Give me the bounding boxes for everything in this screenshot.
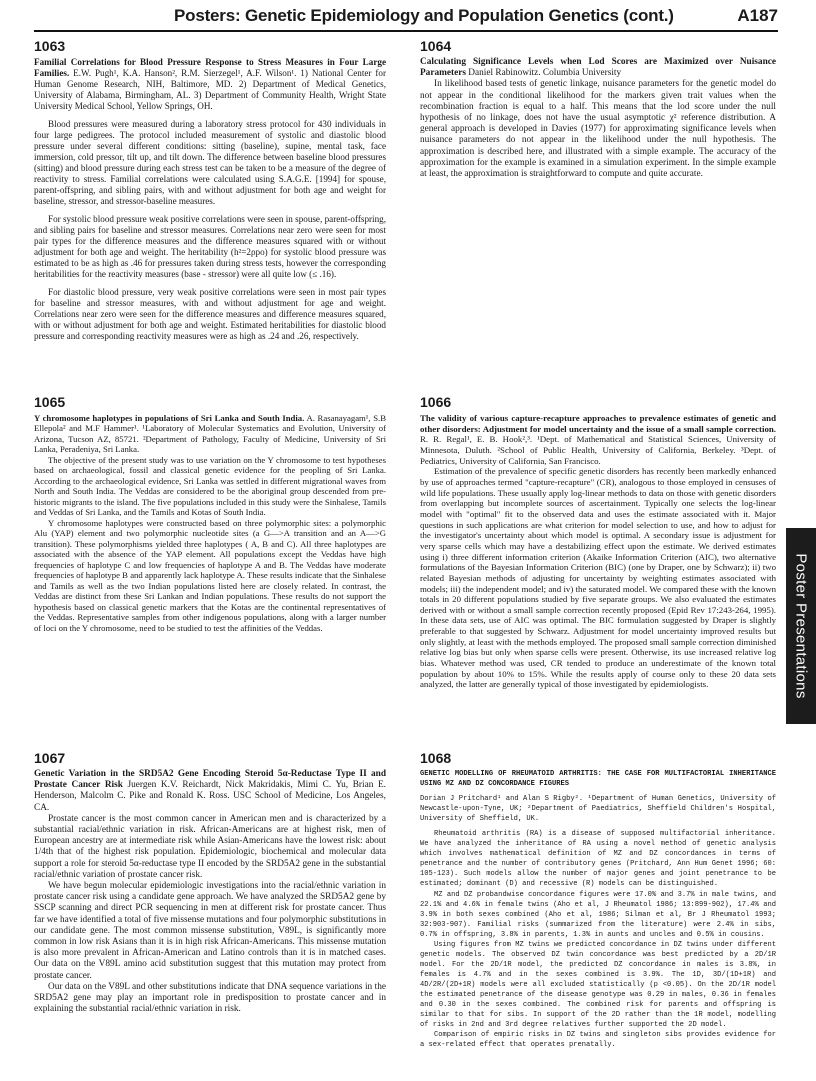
abstract-number: 1064 [420,38,452,54]
abstract-title: GENETIC MODELLING OF RHEUMATOID ARTHRITIS: THE CASE FOR MULTIFACTORIAL INHERITANCE USING MZ AND DZ CONCORDANCE FIGURES [420,770,776,789]
abstract-number: 1066 [420,394,452,410]
abstract-number: 1065 [34,394,66,410]
abstract-number: 1067 [34,750,66,766]
abstract-authors: R. R. Regal¹, E. B. Hook²,³. ¹Dept. of Mathematical and Statistical Sciences, University of Minnesota, Duluth. ²School of Public Health, University of California, Berkeley. ³Dept. of Pediatrics, University of California, San Francisco. [420,434,776,466]
side-tab-label: Poster Presentations [792,553,810,699]
abstract-title: Genetic Variation in the SRD5A2 Gene Encoding Steroid 5α-Reductase Type II and Prostate Cancer Risk [34,769,386,791]
section-title: Posters: Genetic Epidemiology and Population Genetics (cont.) [174,6,674,25]
abstract-paragraph: For systolic blood pressure weak positive correlations were seen in spouse, parent-offspring, and sibling pairs for baseline and stressor measures. Correlations near zero were seen for most pair types for the difference measures and the difference measures squared with or without adjustment for both age and weight. The heritability (h²=2ρpo) for systolic blood pressure was estimated to be as high as .46 for pressures taken during stress tests, however the corresponding heritabilities for the reactivity measures (base - stressor) were all quite low (≤ .16). [34,214,386,280]
abstract-paragraph: Rheumatoid arthritis (RA) is a disease of supposed multifactorial inheritance. We have analyzed the inheritance of RA using a novel method of genetic analysis which involves mathematical definition of MZ and DZ concordances in terms of penetrance and the number of contributory genes (Pritchard, Ann Hum Genet 1996; 60: 105-123). Such models allow the number of major genes and joint penetrance to be estimated; dominant (D) and recessive (R) models can be distinguished. [420,830,776,889]
abstract-authors: Juergen K.V. Reichardt, Nick Makridakis, Mimi C. Yu, Brian E. Henderson, Malcolm C. Pike and Ronald K. Ross. USC School of Medicine, Los Angeles, CA. [34,780,386,813]
section-side-tab [786,528,816,724]
abstract-paragraph: Prostate cancer is the most common cancer in American men and is characterized by a substantial racial/ethnic variation in risk. African-Americans are at highest risk, men of European ancestry are at intermediate risk while Asian-Americans have the lowest risk: about 1/4th that of the highest risk population. Epidemiologic, biochemical and molecular data support a role for steroid 5α-reductase type II encoded by the SRD5A2 gene in the substantial racial/ethnic variation of prostate cancer risk. [34,813,386,880]
abstract-paragraph: Comparison of empiric risks in DZ twins and singleton sibs provides evidence for a sex-related effect that operates prenatally. [420,1031,776,1050]
abstract-title: The validity of various capture-recapture approaches to prevalence estimates of genetic and other disorders: Adjustment for model uncertainty and the issue of a small sample correction. [420,413,776,434]
abstract-paragraph: In likelihood based tests of genetic linkage, nuisance parameters for the genetic model do not appear in the conditional likelihood for the markers given trait values when the recombination fraction is equal to a half. This means that the lod score under the null hypothesis of no linkage, does not have the usual asymptotic χ² reference distribution. A general approach is developed in Davies (1977) for approximating significance levels when nuisance parameters do not appear in the likelihood under the null hypothesis. The approximation is described here, and illustrated with a simple example. The accuracy of the approximation for the example is examined in a simulation experiment. In the simple example at least, the approximation is straightforward to compute and quite accurate. [420,79,776,180]
abstract-authors: A. Rasanayagam¹, S.B Ellepola² and M.F Hammer¹. ¹Laboratory of Molecular Systematics and Evolution, University of Arizona, Tucson AZ, 85721. ²Department of Pathology, Faculty of Medicine, University of Sri Lanka, Peradeniya, Sri Lanka. [34,413,386,455]
page-header [34,6,778,32]
abstract-paragraph: Estimation of the prevalence of specific genetic disorders has recently been markedly enhanced by use of approaches termed "capture-recapture" (CR), analogous to those employed in censuses of wild life populations. These usually apply log-linear methods to data on those with genetic disorders from overlapping but incomplete sources of ascertainment. Typically one selects the log-linear model with "optimal" fit to the observed data and uses the estimate associated with it. Major questions in such applications are what criterion for model selection to use, and how to adjust for the investigator's uncertainty about which model is optimal. A secondary issue is adjustment for very sparse cells which may have a destabilizing effect upon the estimate. We derived estimates using i) three different information criterion (Akaike Information Criterion (AIC), two alternative formulations of the Bayesian Information Criterion (BIC) (one by Draper, one by Schwarz); ii) two related Bayesian methods of adjusting for uncertainty by weighting estimates associated with models; iii) the independent model; and iv) the saturated model. We compared these with the known totals in 20 different populations studied by five separate groups. We also evaluated the estimates derived with or without a small sample correction recently proposed (Epid Rev 17:243-264, 1995). In these data sets, use of AIC was optimal. The BIC formulation suggested by Draper is slightly preferable to that suggested by Schwarz. Adjustment for model uncertainty improved results but only slightly, at least with the methods employed. The proposed small sample correction diminished relative log bias but only when sparse cells were present. Otherwise, its use increased relative log bias. Whatever method was used, CR tended to produce an underestimate of the known total population by about 10% to 15%. While the results apply of course only to these 20 data sets analyzed, the latter are generally typical of those investigated by epidemiologists. [420,466,776,690]
abstract-title: Calculating Significance Levels when Lod Scores are Maximized over Nuisance Parameters [420,57,776,79]
abstract-paragraph: The objective of the present study was to use variation on the Y chromosome to test hypotheses based on archaeological, fossil and classical genetic evidence for the peopling of Sri Lanka. According to the archaeological evidence, Sri Lanka was settled in different migrational waves from North and South India. The Veddas are considered to be the aboriginal group descended from pre-historic migrants to the island. The five populations included in this study were the Sinhalese, Tamils and Veddas of Sri Lanka, and the Tamils and Kotas of South India. [34,454,386,518]
abstract-1064 [420,38,776,238]
abstract-paragraph: For diastolic blood pressure, very weak positive correlations were seen in most pair types for baseline and stressor measures, with and without adjustment for age and weight. Correlations near zero were seen for the difference measures and difference measures squared, with or without adjustment for both age and weight. Estimated heritabilities for diastolic blood pressure and corresponding reactivity measures were as high as .24 and .26, respectively. [34,287,386,342]
abstract-1067 [34,750,386,1070]
abstract-paragraph: Our data on the V89L and other substitutions indicate that DNA sequence variations in the SRD5A2 gene may play an important role in predisposition to prostate cancer and in explaining the substantial racial/ethnic variation in risk. [34,981,386,1015]
abstract-number: 1063 [34,38,66,54]
abstract-paragraph: Y chromosome haplotypes were constructed based on three polymorphic sites: a polymorphic Alu (YAP) element and two polymorphic nucleotide sites (a G—>A transition and an A—>G transition). These polymorphisms yielded three haplotypes ( A, B and C). All three haplotypes are associated with the absence of the YAP element. All populations except the Veddas have high frequencies of haplotype C and low frequencies of haplotype A and B. The Veddas have moderate frequencies of haplotype B and apparently lack haplotype A. These results indicate that the Sinhalese and Tamils as well as the two Indian populations listed here are closely related. In contrast, the Veddas are distinct from these Sri Lankan and Indian populations. These results do not support the hypothesis based on classical genetic markers that the Kotas are the continental representatives of the Veddas. Representative samples from other indigenous populations, along with a larger number of loci on the Y chromosome, need to be studied to test the affinities of the Veddas. [34,517,386,633]
abstract-authors: Dorian J Pritchard¹ and Alan S Rigby². ¹Department of Human Genetics, University of Newcastle-upon-Tyne, UK; ²Department of Paediatrics, Sheffield Children's Hospital, University of Sheffield, UK. [420,795,776,824]
abstract-paragraph: We have begun molecular epidemiologic investigations into the racial/ethnic variation in prostate cancer risk using a candidate gene approach. We have analyzed the SRD5A2 gene by SSCP scanning and direct PCR sequencing in men at different risk for prostate cancer. Thus far we have identified a total of five missense mutations and four polymorphic substitutions in our candidate gene. The most common missense substitution, V89L, is significantly more common in low risk Asians than it is in high risk African-Americans. This missense mutation is also more prevalent in African-American and Latino controls than it is in matched cases. Our data on the V89L amino acid substitution suggest that this mutation may protect from prostate cancer. [34,881,386,981]
abstract-1065 [34,394,386,642]
page-number: A187 [737,6,778,25]
abstract-paragraph: Blood pressures were measured during a laboratory stress protocol for 430 individuals in four large pedigrees. The protocol included measurement of systolic and diastolic blood pressure under several different conditions: sitting (baseline), supine, mental task, face immersion, cold pressor, tilt up, and tilt down. The difference between baseline blood pressures (sitting) and blood pressure during each stress test can be taken to be a measure of the degree of reactivity to stress. Familial correlations were calculated using S.A.G.E. [1994] for spouse, parent-offspring, and sibling pairs, with and without adjustment for both age and weight for baseline, stressor, and stressor-baseline measures. [34,119,386,207]
abstract-paragraph: Using figures from MZ twins we predicted concordance in DZ twins under different genetic models. The observed DZ twin concordance was best predicted by a 2D/1R model. For the 2D/1R model, the predicted DZ concordance in males is 3.8%, in females is 4.7% and in the sexes combined is 3.9%. The 1D, 3D/(1D+1R) and 4D/2R/(2D+1R) models were all excluded statistically (p <0.05). On the 2D/1R model the estimated penetrance of the disease genotype was 0.29 in males, 0.36 in females and 0.30 in the sexes combined. The combined risk for parents and offspring is similar to that for sibs. In support of the 2D rather than the 1R model, modelling of risks in 2nd and 3rd degree relatives further supported the 2D model. [420,940,776,1030]
abstract-paragraph: MZ and DZ probandwise concordance figures were 17.0% and 3.7% in male twins, and 22.1% and 4.6% in female twins (Aho et al, J Rheumatol 1986; 13:899-902), 17.4% and 3.9% in both sexes combined (Aho et al, 1986; Silman et al, Br J Rheumatol 1993; 32:903-907). Familial risks (summarized from the literature) were 2.4% in sibs, 0.7% in offspring, 3.8% in parents, 1.3% in aunts and uncles and 0.5% in cousins. [420,890,776,939]
abstract-authors: E.W. Pugh¹, K.A. Hanson², R.M. Sierzegel¹, A.F. Wilson¹. 1) National Center for Human Genome Research, NIH, Baltimore, MD. 2) Department of Medical Genetics, University of Alabama, Birmingham, AL. 3) Department of Community Health, Wright State University Medical School, Yellow Springs, OH. [34,68,386,112]
abstract-1063 [34,38,386,352]
abstract-title: Familial Correlations for Blood Pressure Response to Stress Measures in Four Large Families. [34,57,386,79]
abstract-number: 1068 [420,750,452,766]
abstract-1066 [420,394,776,694]
abstract-1068 [420,750,776,1070]
abstract-title: Y chromosome haplotypes in populations of Sri Lanka and South India. [34,413,305,423]
abstract-authors: Daniel Rabinowitz. Columbia University [468,68,622,79]
